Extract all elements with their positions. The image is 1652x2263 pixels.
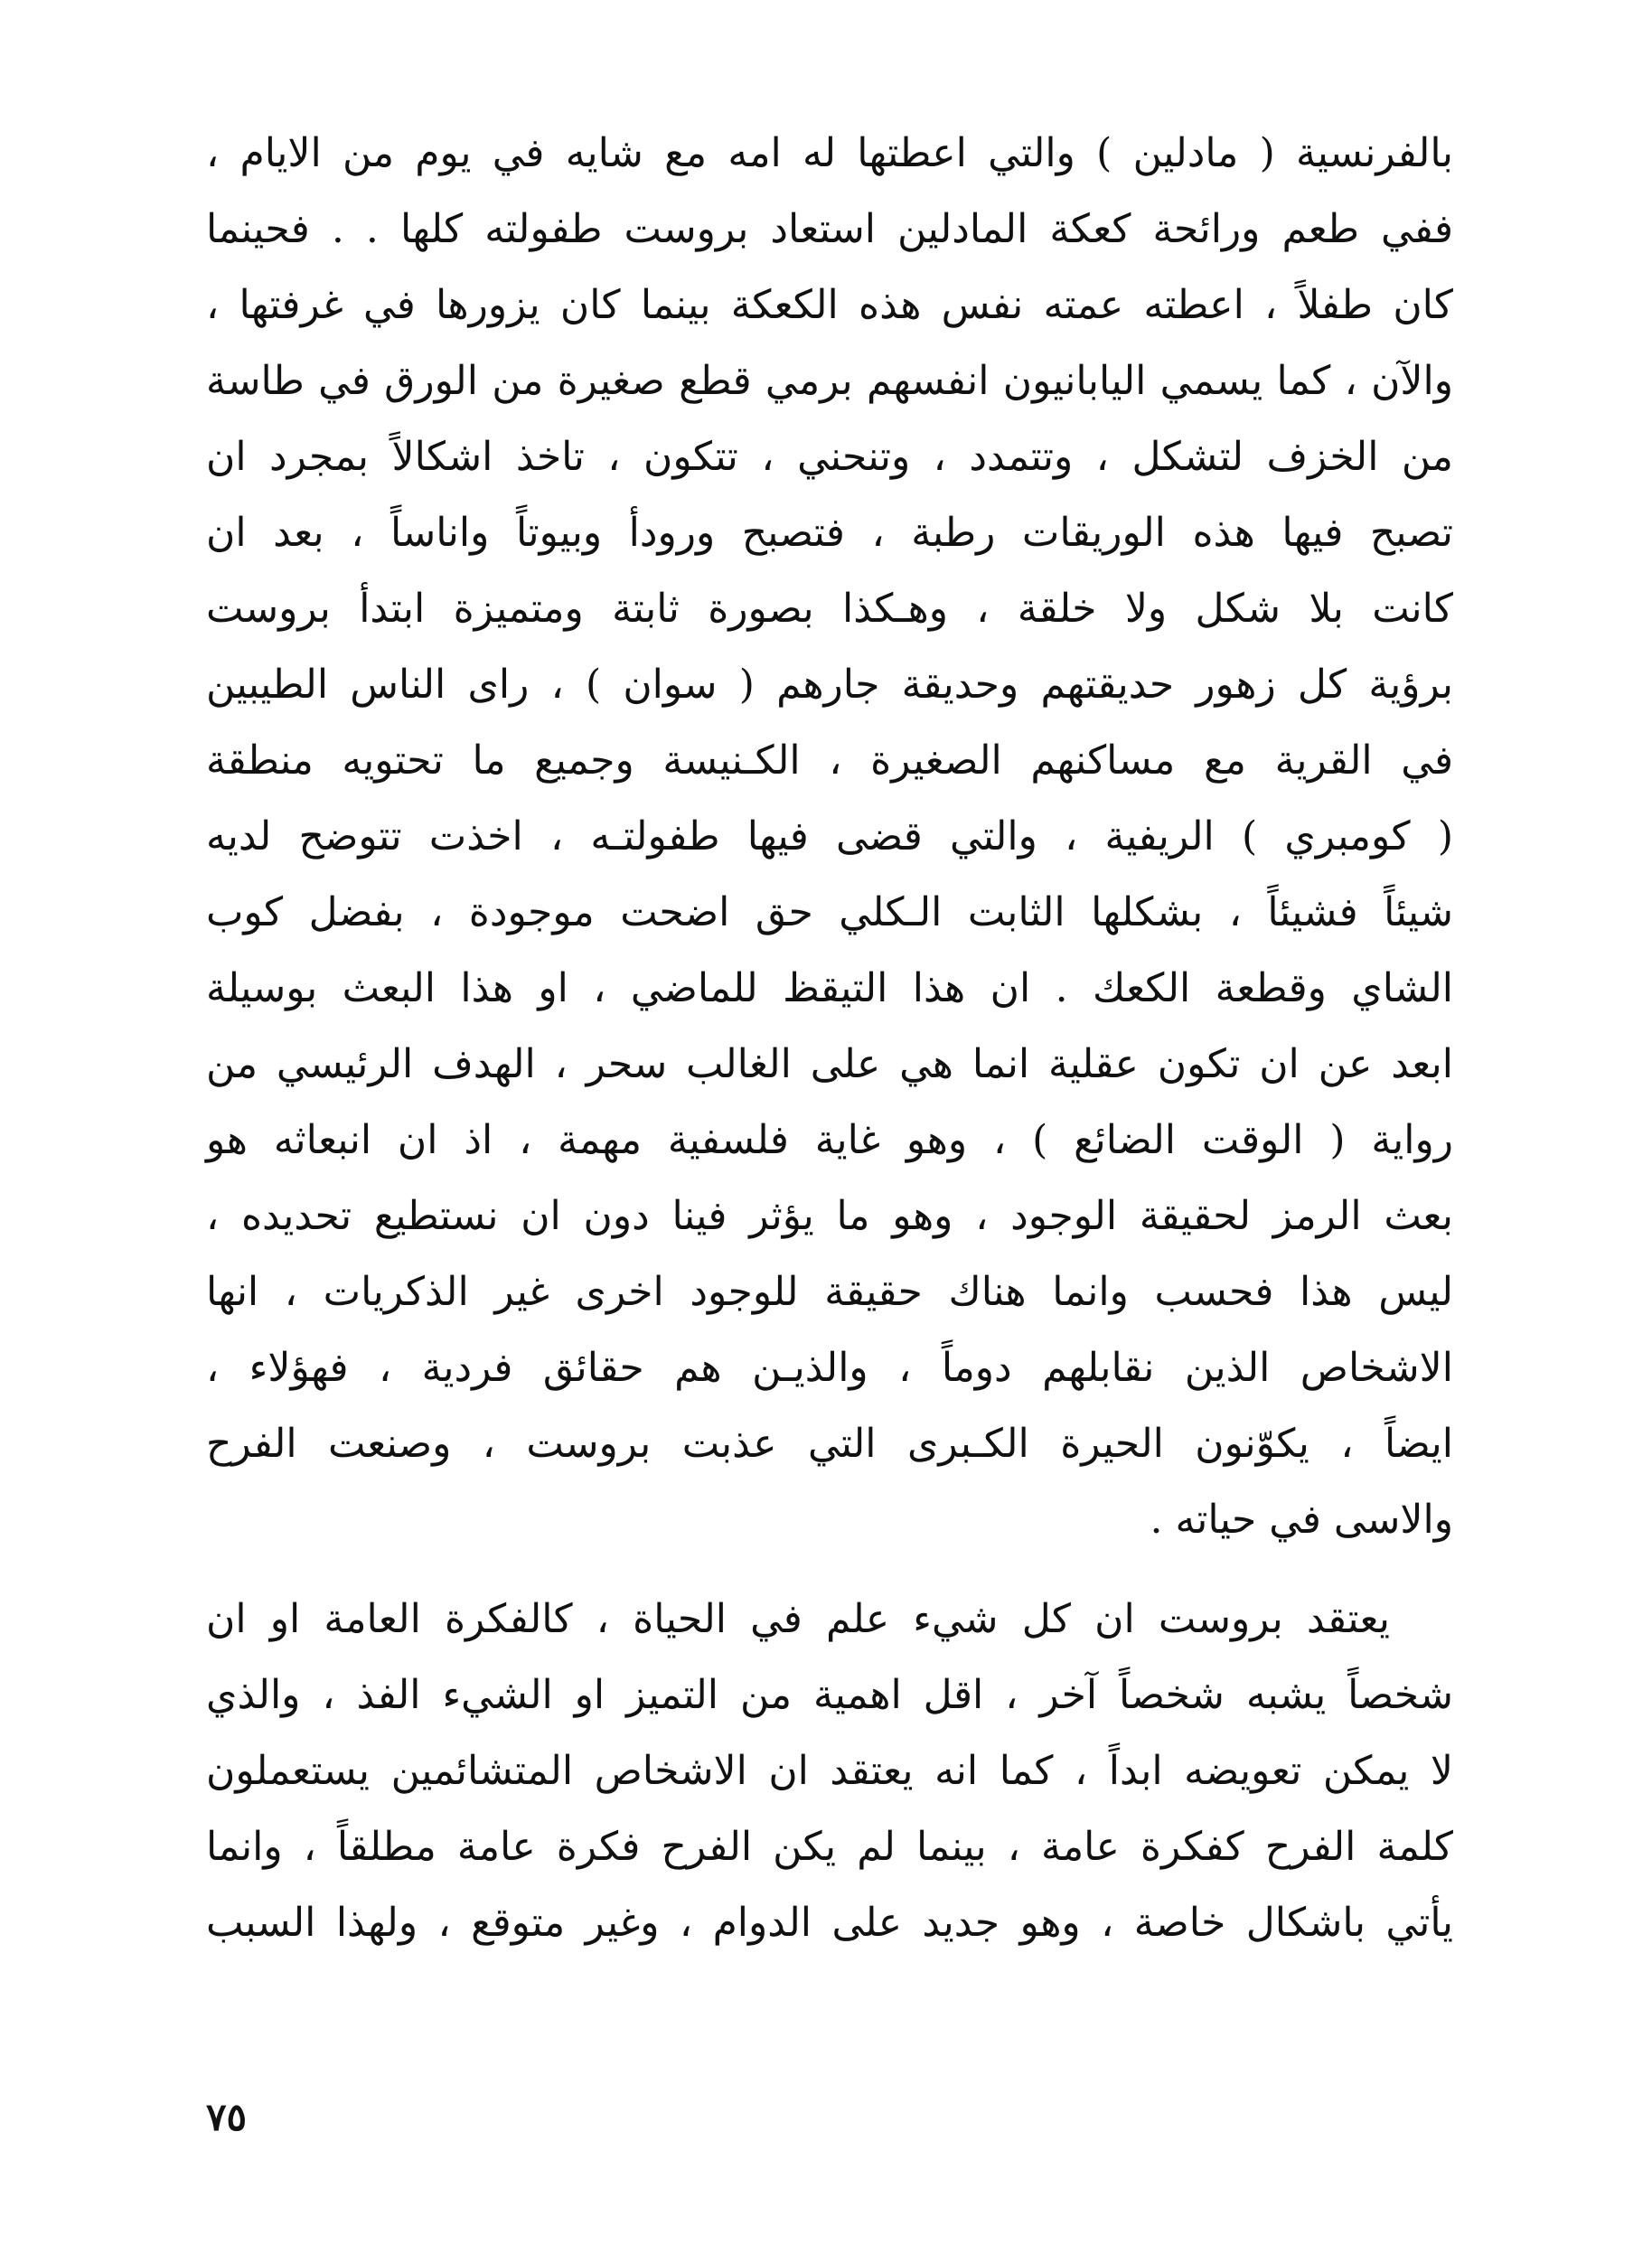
paragraph-1 xyxy=(206,116,1453,1558)
text-line: كلمة الفرح كفكرة عامة ، بينما لم يكن الفرح فكرة عامة مطلقاً ، وانما xyxy=(206,1824,1453,1870)
text-line: من الخزف لتشكل ، وتتمدد ، وتنحني ، تتكون ، تاخذ اشكالاً بمجرد ان xyxy=(206,434,1453,480)
text-line: والاسى في حياته . xyxy=(1150,1497,1453,1543)
paragraph-2 xyxy=(206,1582,1453,1961)
text-line: رواية ( الوقت الضائع ) ، وهو غاية فلسفية مهمة ، اذ ان انبعاثه هو xyxy=(206,1117,1453,1163)
text-line: ففي طعم ورائحة كعكة المادلين استعاد بروست طفولته كلها . . فحينما xyxy=(206,206,1453,252)
text-line: ( كومبري ) الريفية ، والتي قضى فيها طفولتـه ، اخذت تتوضح لديه xyxy=(206,813,1453,859)
text-line: ليس هذا فحسب وانما هناك حقيقة للوجود اخرى غير الذكريات ، انها xyxy=(206,1269,1453,1315)
text-line: يأتي باشكال خاصة ، وهو جديد على الدوام ، وغير متوقع ، ولهذا السبب xyxy=(206,1900,1453,1946)
text-line: في القرية مع مساكنهم الصغيرة ، الكـنيسة وجميع ما تحتويه منطقة xyxy=(206,737,1453,784)
page-number: ٧٥ xyxy=(206,2095,248,2139)
text-line: برؤية كل زهور حديقتهم وحديقة جارهم ( سوان ) ، راى الناس الطيبين xyxy=(206,662,1453,708)
text-line: والآن ، كما يسمي اليابانيون انفسهم برمي قطع صغيرة من الورق في طاسة xyxy=(206,358,1453,404)
text-line: الشاي وقطعة الكعك . ان هذا التيقظ للماضي ، او هذا البعث بوسيلة xyxy=(206,965,1453,1011)
text-line: ابعد عن ان تكون عقلية انما هي على الغالب سحر ، الهدف الرئيسي من xyxy=(206,1041,1454,1087)
text-line: شخصاً يشبه شخصاً آخر ، اقل اهمية من التميز او الشيء الفذ ، والذي xyxy=(206,1672,1453,1718)
text-line: بعث الرمز لحقيقة الوجود ، وهو ما يؤثر فينا دون ان نستطيع تحديده ، xyxy=(206,1193,1453,1239)
text-line: كانت بلا شكل ولا خلقة ، وهـكذا بصورة ثابتة ومتميزة ابتدأ بروست xyxy=(206,586,1453,632)
text-line: لا يمكن تعويضه ابداً ، كما انه يعتقد ان الاشخاص المتشائمين يستعملون xyxy=(206,1748,1453,1794)
text-line: شيئاً فشيئاً ، بشكلها الثابت الـكلي حق اضحت موجودة ، بفضل كوب xyxy=(206,889,1453,935)
text-line: الاشخاص الذين نقابلهم دوماً ، والذيـن هم حقائق فردية ، فهؤلاء ، xyxy=(206,1345,1453,1391)
text-line: يعتقد بروست ان كل شيء علم في الحياة ، كالفكرة العامة او ان xyxy=(206,1596,1390,1642)
text-line: كان طفلاً ، اعطته عمته نفس هذه الكعكة بينما كان يزورها في غرفتها ، xyxy=(206,282,1453,328)
text-line: ايضاً ، يكوّنون الحيرة الكـبرى التي عذبت بروست ، وصنعت الفرح xyxy=(206,1421,1453,1467)
text-line: تصبح فيها هذه الوريقات رطبة ، فتصبح ورودأ وبيوتاً واناساً ، بعد ان xyxy=(206,510,1453,556)
page-body-text xyxy=(206,116,1453,1961)
text-line: بالفرنسية ( مادلين ) والتي اعطتها له امه مع شايه في يوم من الايام ، xyxy=(206,130,1453,176)
